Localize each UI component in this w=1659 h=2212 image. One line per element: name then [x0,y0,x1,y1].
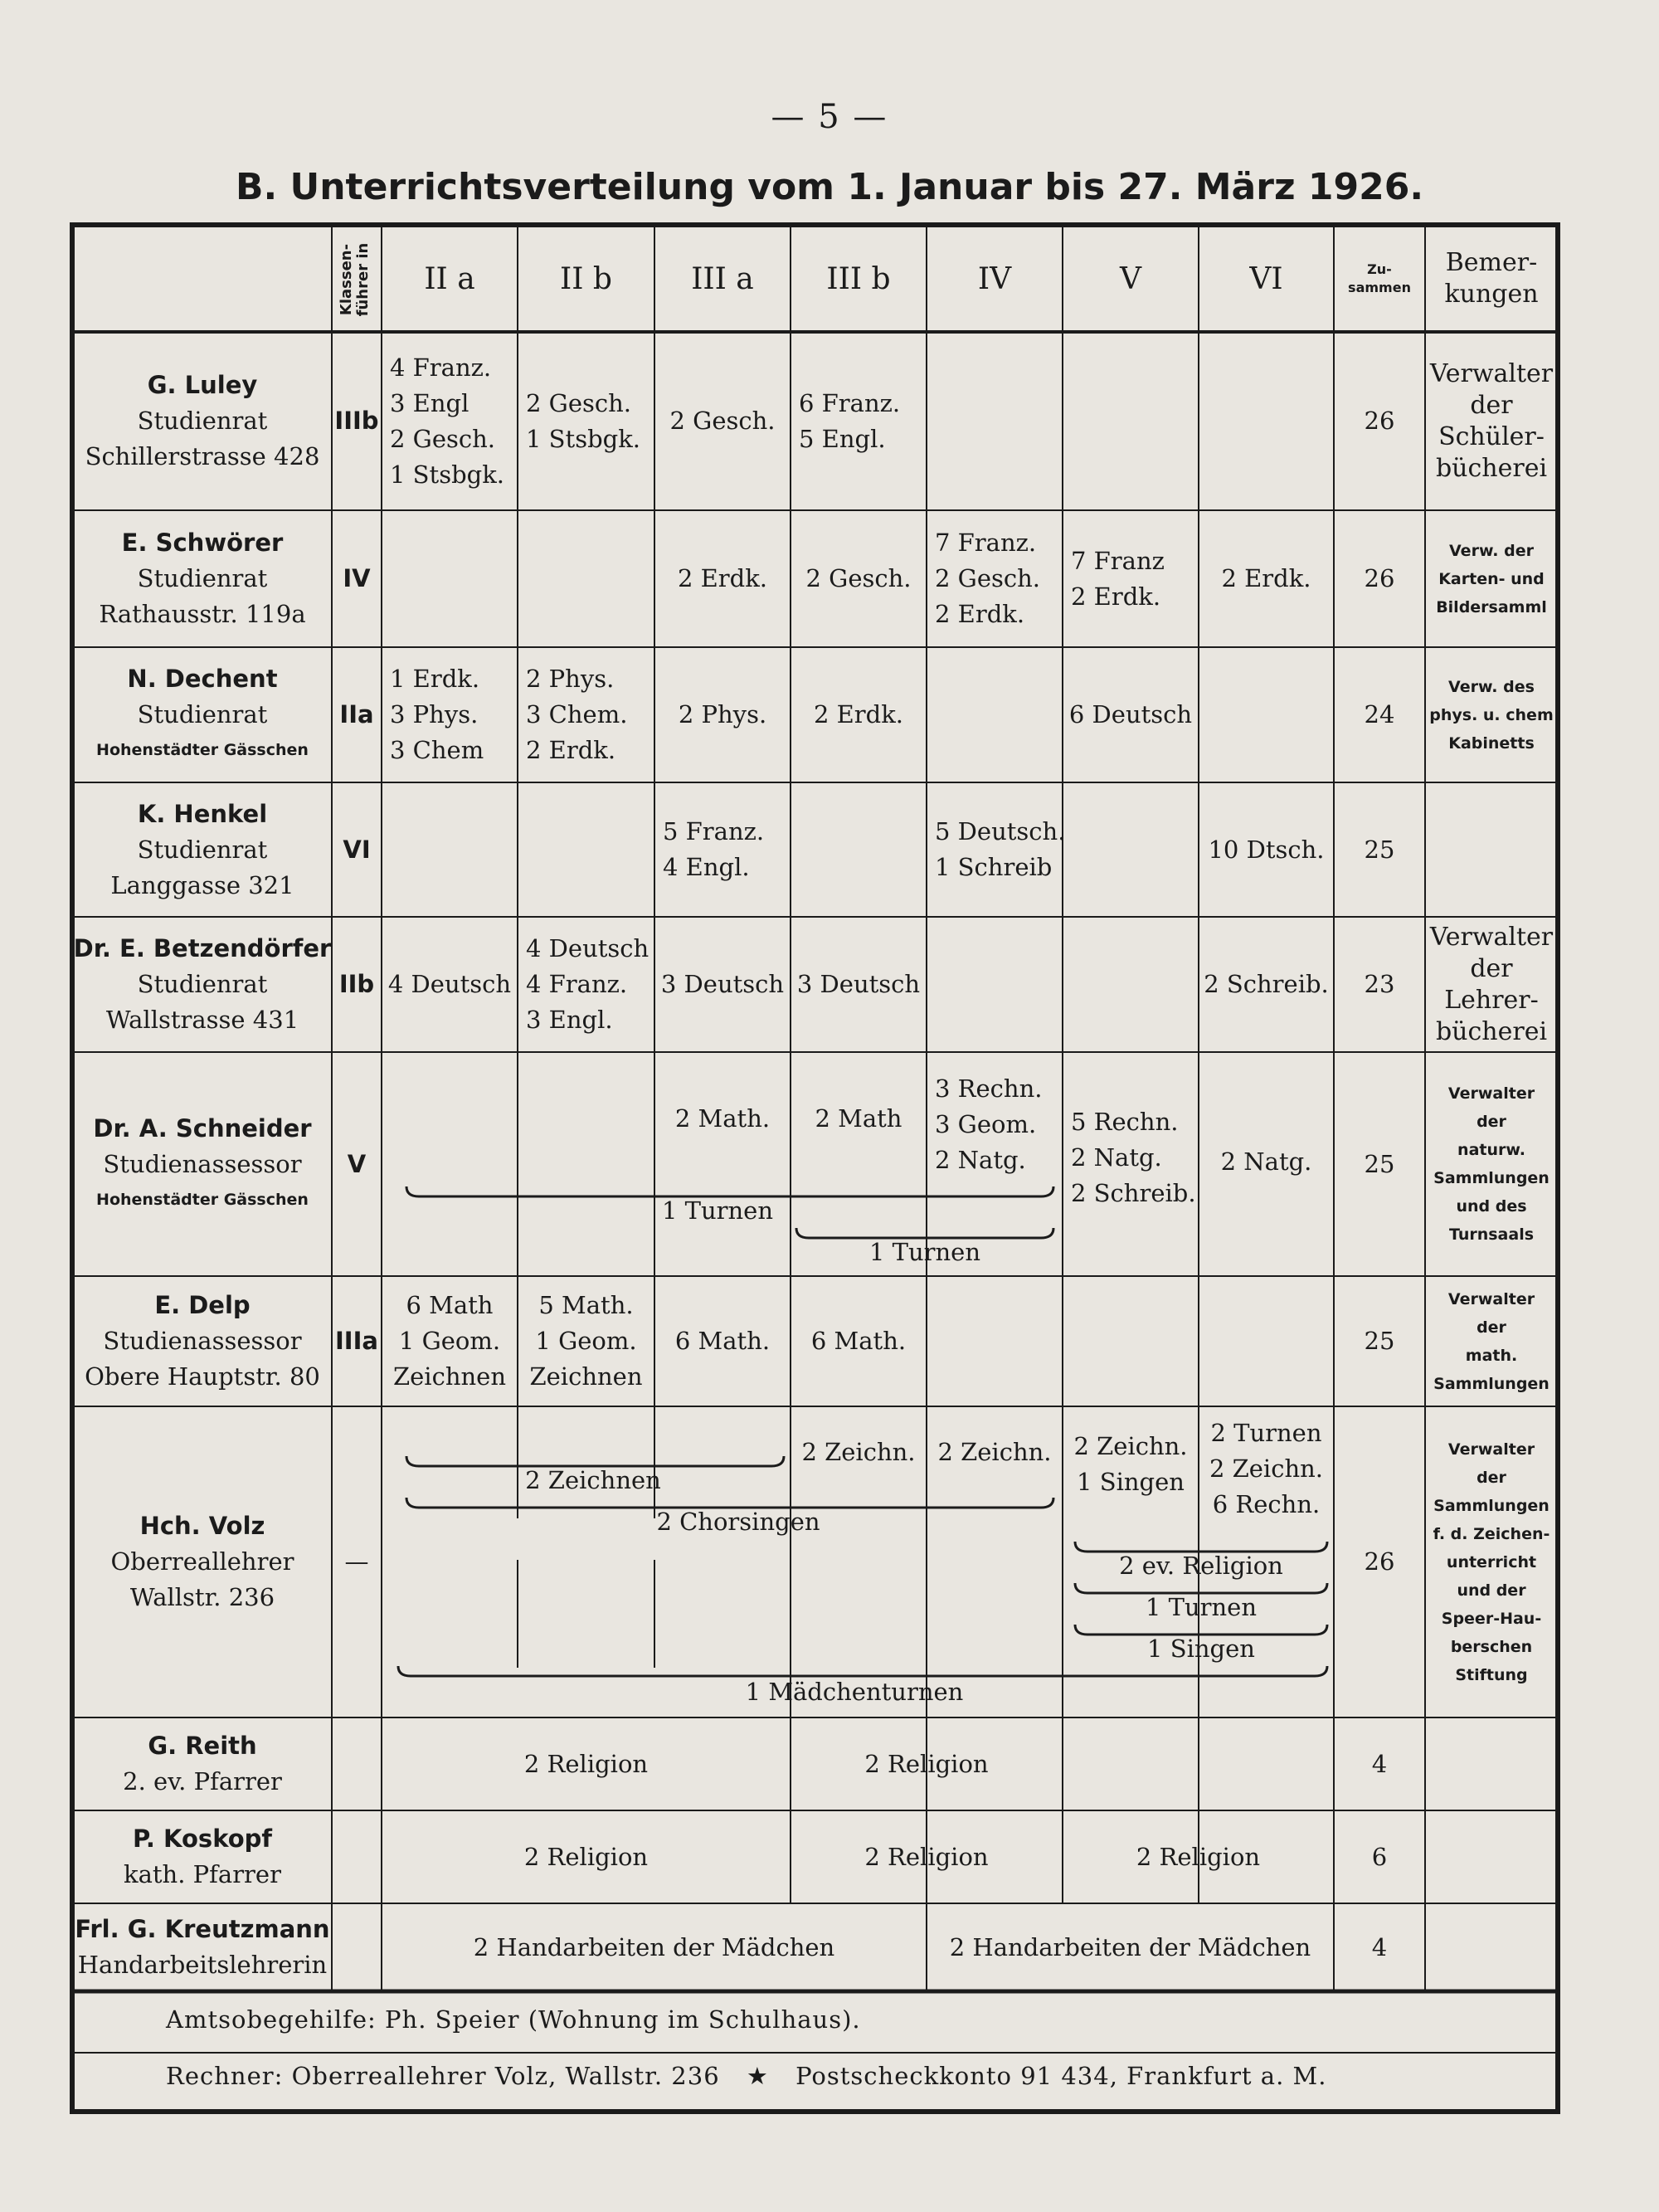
footer-amtsgehilfe: Amtsobegehilfe: Ph. Speier (Wohnung im Schulhaus). [166,2005,861,2034]
klassenfuehrer-value: IV [343,564,371,592]
remark-cell: Verwalter der naturw. Sammlungen und des Turnsaals [1433,1084,1550,1244]
teacher-cell: G. Reith 2. ev. Pfarrer [123,1732,282,1795]
span-lesson: 2 ev. Religion [1119,1552,1283,1580]
footer-postscheck-text: Postscheckkonto 91 434, Frankfurt a. M. [795,2062,1327,2090]
lesson-cell: 6 Math. [810,1327,907,1355]
header-klassenfuehrer: Klassen- führer in [338,242,372,317]
lesson-cell: 2 Zeichn. [937,1437,1052,1466]
lesson-cell: 6 Math. [674,1327,771,1355]
lesson-cell: 7 Franz. 2 Gesch. 2 Erdk. [935,529,1041,628]
total-value: 25 [1364,1149,1395,1178]
remark-cell: Verwalter der Lehrer- bücherei [1429,922,1554,1046]
total-value: 4 [1371,1749,1388,1778]
span-lesson: 2 Religion [1136,1842,1261,1871]
footer-rechner-text: Rechner: Oberreallehrer Volz, Wallstr. 236 [166,2062,720,2090]
total-value: 24 [1364,700,1395,728]
lesson-cell: 6 Math 1 Geom. Zeichnen [392,1291,507,1391]
lesson-cell: 1 Erdk. 3 Phys. 3 Chem [390,665,484,764]
total-value: 23 [1364,970,1395,998]
header-bemerkungen: Bemer- kungen [1444,248,1539,309]
span-lesson: 2 Religion [864,1749,989,1778]
lesson-cell: 2 Erdk. [677,564,768,592]
teacher-cell: Dr. A. Schneider Studienassessor Hohenstädter Gässchen [93,1113,312,1209]
lesson-cell: 4 Franz. 3 Engl 2 Gesch. 1 Stsbgk. [390,353,504,489]
lesson-cell: 2 Zeichn. [801,1437,916,1466]
lesson-cell: 4 Deutsch [387,970,512,998]
span-lesson: 2 Handarbeiten der Mädchen [949,1932,1311,1961]
header-class-iia: II a [424,261,475,296]
teacher-cell: K. Henkel Studienrat Langgasse 321 [110,799,294,899]
teacher-cell: E. Schwörer Studienrat Rathausstr. 119a [99,529,306,628]
teacher-cell: G. Luley Studienrat Schillerstrasse 428 [85,371,320,470]
lesson-cell: 2 Turnen 2 Zeichn. 6 Rechn. [1209,1418,1324,1518]
lesson-cell: 6 Deutsch [1068,700,1193,728]
total-value: 26 [1364,407,1395,435]
header-class-iib: II b [560,261,612,296]
span-lesson: 2 Religion [523,1749,649,1778]
lesson-cell: 3 Deutsch [796,970,921,998]
klassenfuehrer-value: IIIb [334,407,379,435]
span-lesson: 2 Zeichnen [525,1466,661,1494]
klassenfuehrer-value: IIIa [335,1327,378,1355]
total-value: 4 [1371,1932,1388,1961]
lesson-cell: 2 Gesch. [805,564,912,592]
klassenfuehrer-value: IIa [339,700,374,728]
klassenfuehrer-value: VI [343,835,371,864]
teacher-cell: Hch. Volz Oberreallehrer Wallstr. 236 [110,1512,294,1611]
teacher-cell: P. Koskopf kath. Pfarrer [124,1825,281,1888]
remark-cell: Verwalter der math. Sammlungen [1433,1289,1550,1393]
klassenfuehrer-value: — [344,1547,369,1576]
header-zusammen: Zu- sammen [1348,261,1411,295]
span-lesson: 2 Religion [523,1842,649,1871]
header-class-iiib: III b [826,261,891,296]
lesson-cell: 2 Zeichn. 1 Singen [1073,1432,1188,1496]
lesson-cell: 2 Phys. [678,700,767,728]
lesson-cell: 5 Franz. 4 Engl. [663,817,765,881]
header-class-iv: IV [977,261,1012,296]
remark-cell: Verw. des phys. u. chem Kabinetts [1429,677,1554,753]
span-lesson: 2 Handarbeiten der Mädchen [473,1932,835,1961]
total-value: 26 [1364,1547,1395,1576]
lesson-cell: 2 Natg. [1220,1147,1312,1176]
remark-cell: Verw. der Karten- und Bildersamml [1436,541,1547,616]
total-value: 26 [1364,564,1395,592]
lesson-cell: 2 Schreib. [1204,970,1329,998]
lesson-cell: 7 Franz 2 Erdk. [1071,546,1165,611]
lesson-cell: 10 Dtsch. [1208,835,1325,864]
remark-cell: Verwalter der Sammlungen f. d. Zeichen- unterricht und der Speer-Hau- berschen Stiftung [1433,1440,1550,1684]
span-lesson: 1 Mädchenturnen [745,1678,964,1706]
lesson-cell: 2 Math [815,1104,902,1133]
lesson-cell: 5 Rechn. 2 Natg. 2 Schreib. [1071,1107,1196,1207]
lesson-cell: 4 Deutsch 4 Franz. 3 Engl. [526,934,649,1034]
span-lesson: 1 Turnen [1145,1593,1258,1621]
lesson-cell: 2 Math. [674,1104,771,1133]
lesson-cell: 5 Deutsch. 1 Schreib [935,817,1066,881]
lesson-cell: 2 Phys. 3 Chem. 2 Erdk. [526,665,628,764]
lesson-cell: 3 Rechn. 3 Geom. 2 Natg. [935,1074,1043,1174]
teacher-cell: E. Delp Studienassessor Obere Hauptstr. 80 [85,1291,320,1391]
teacher-cell: Dr. E. Betzendörfer Studienrat Wallstrasse 431 [73,934,332,1034]
teacher-cell: N. Dechent Studienrat Hohenstädter Gässchen [96,665,309,759]
lesson-cell: 2 Erdk. [813,700,904,728]
header-class-v: V [1120,261,1141,296]
span-lesson: 1 Singen [1147,1635,1255,1663]
lesson-cell: 6 Franz. 5 Engl. [799,388,901,453]
page-title: B. Unterrichtsverteilung vom 1. Januar bis 27. März 1926. [235,166,1424,208]
footer-rechner [166,2062,1326,2090]
span-lesson: 1 Turnen [661,1196,774,1225]
page-number: — 5 — [771,98,888,136]
lesson-cell: 3 Deutsch [660,970,785,998]
lesson-cell: 2 Gesch. 1 Stsbgk. [526,388,640,453]
star-icon: ★ [746,2062,769,2090]
total-value: 6 [1371,1842,1388,1871]
klassenfuehrer-value: V [347,1149,367,1178]
span-lesson: 2 Religion [864,1842,989,1871]
total-value: 25 [1364,1327,1395,1355]
span-lesson: 1 Turnen [868,1238,981,1266]
lesson-cell: 5 Math. 1 Geom. Zeichnen [529,1291,643,1391]
lesson-cell: 2 Erdk. [1221,564,1311,592]
teacher-cell: Frl. G. Kreutzmann Handarbeitslehrerin [75,1915,330,1979]
lesson-cell: 2 Gesch. [669,407,776,435]
header-class-iiia: III a [691,261,754,296]
span-lesson: 2 Chorsingen [656,1508,820,1536]
header-class-vi: VI [1249,261,1283,296]
total-value: 25 [1364,835,1395,864]
klassenfuehrer-value: IIb [338,970,375,998]
remark-cell: Verwalter der Schüler- bücherei [1429,358,1554,483]
